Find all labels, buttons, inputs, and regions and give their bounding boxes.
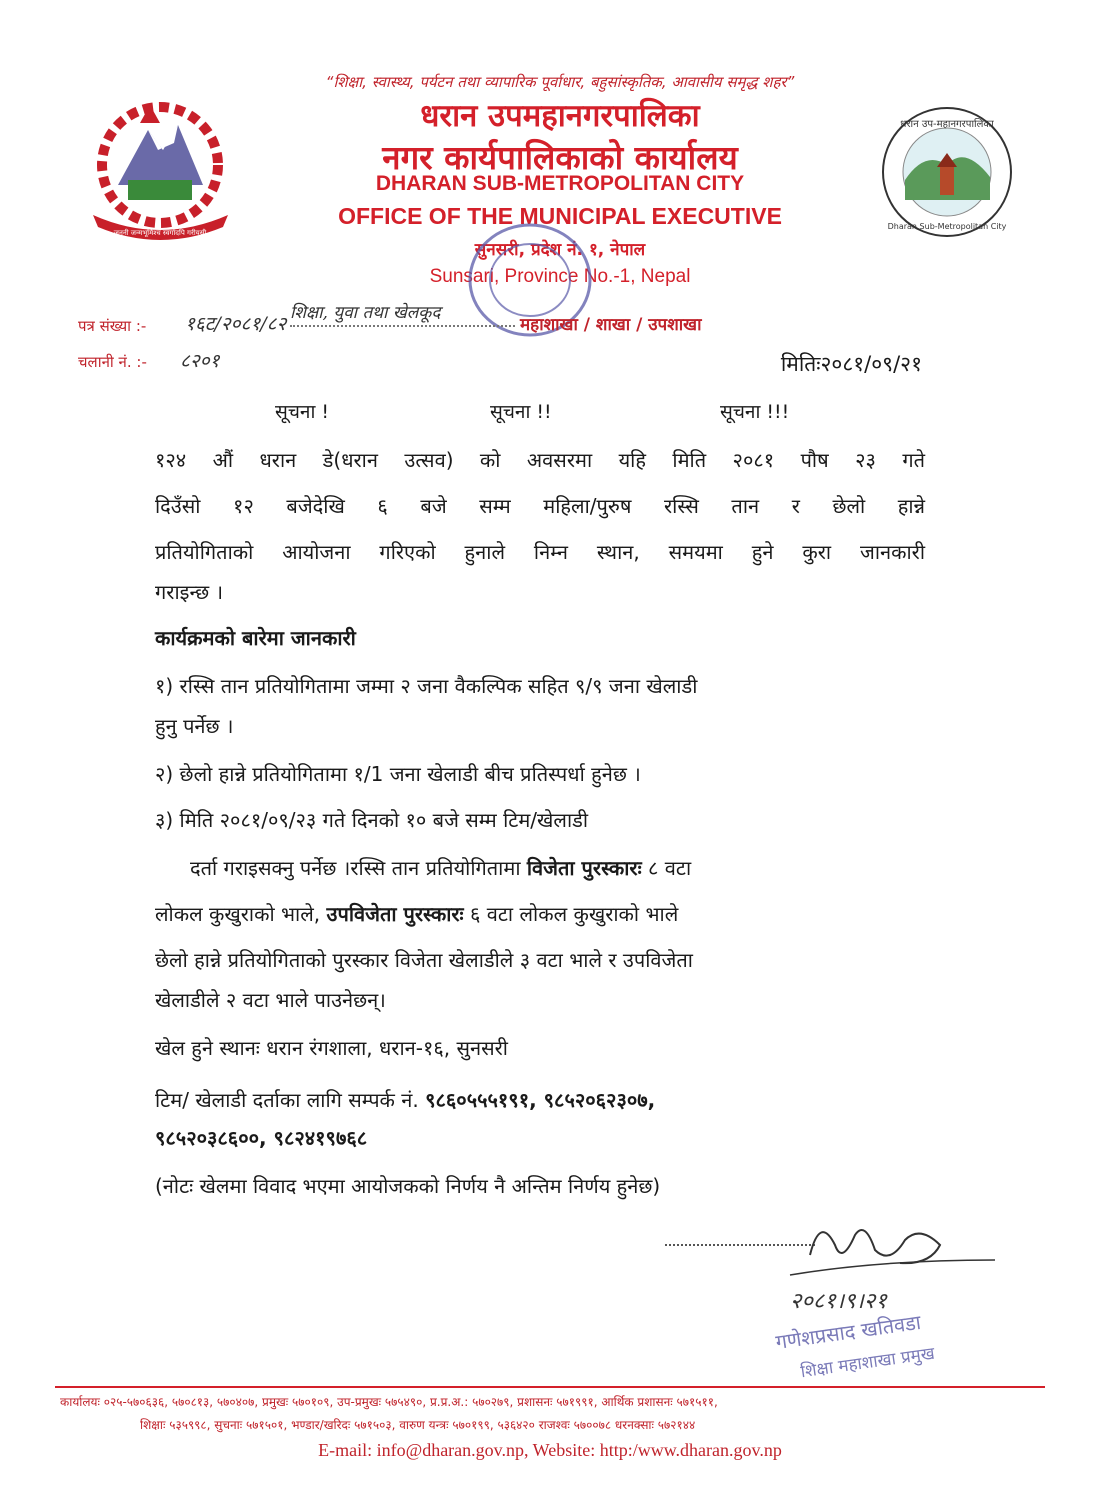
contact-label: टिम/ खेलाडी दर्ताका लागि सम्पर्क नं.	[155, 1088, 419, 1112]
org-name-nepali: धरान उपमहानगरपालिका	[420, 98, 700, 134]
dispatch-number-value: ८२०१	[180, 350, 220, 372]
item-3-line-2	[190, 854, 691, 881]
dharan-logo	[880, 105, 1015, 240]
item-3-line-2-b: ८ वटा	[648, 856, 692, 880]
branch-dotted-line	[290, 325, 515, 327]
item-3-line-4: छेलो हान्ने प्रतियोगिताको पुरस्कार विजेता खेलाडीले ३ वटा भाले र उपविजेता	[155, 948, 693, 972]
item-3-line-1: ३) मिति २०८१/०९/२३ गते दिनको १० बजे सम्म टिम/खेलाडी	[155, 808, 589, 832]
address-nepali: सुनसरी, प्रदेश नं. १, नेपाल	[474, 240, 646, 260]
item-1-line-2: हुनु पर्नेछ ।	[155, 714, 234, 738]
motto: “शिक्षा, स्वास्थ्य, पर्यटन तथा व्यापारिक पूर्वाधार, बहुसांस्कृतिक, आवासीय समृद्ध शहर”	[325, 73, 795, 91]
letter-number-label: पत्र संख्या :-	[78, 317, 147, 335]
signature	[780, 1205, 1000, 1285]
item-3-line-5: खेलाडीले २ वटा भाले पाउनेछन्।	[155, 988, 386, 1012]
item-2: २) छेलो हान्ने प्रतियोगितामा १/1 जना खेलाडी बीच प्रतिस्पर्धा हुनेछ ।	[155, 762, 641, 786]
paragraph-line: १२४ औं धरान डे(धरान उत्सव) को अवसरमा यहि मिति २०८१ पौष २३ गते	[155, 448, 925, 472]
footer-rule	[55, 1386, 1045, 1388]
address-english: Sunsari, Province No.-1, Nepal	[429, 266, 691, 287]
paragraph-line: गराइन्छ ।	[155, 580, 224, 604]
item-3-line-2-a: दर्ता गराइसक्नु पर्नेछ ।रस्सि तान प्रतियोगितामा	[190, 856, 521, 880]
contact-line	[155, 1086, 655, 1113]
office-name-nepali: नगर कार्यपालिकाको कार्यालय	[382, 138, 738, 177]
dispatch-number-label: चलानी नं. :-	[78, 353, 147, 371]
org-name-english: DHARAN SUB-METROPOLITAN CITY	[375, 172, 745, 195]
signatory-name: गणेशप्रसाद खतिवडा	[774, 1309, 923, 1355]
section-title: कार्यक्रमको बारेमा जानकारी	[155, 626, 356, 650]
notice-3: सूचना !!!	[720, 401, 790, 423]
letter-number-value: १६ट/२०८१/८२	[185, 313, 287, 335]
winner-prize-label: विजेता पुरस्कारः	[526, 856, 642, 880]
footer-phones-line-1: कार्यालयः ०२५-५७०६३६, ५७०८१३, ५७०४०७, प्रमुखः ५७०१०९, उप-प्रमुखः ५७५४९०, प्र.प्र.अ.: ५७०२७९, प्रशासनः ५७१९९१, आर्थिक प्रशासनः ५७१५११,	[60, 1395, 718, 1409]
item-1-line-1: १) रस्सि तान प्रतियोगितामा जम्मा २ जना वैकल्पिक सहित ९/९ जना खेलाडी	[155, 674, 698, 698]
paragraph-line: दिउँसो १२ बजेदेखि ६ बजे सम्म महिला/पुरुष रस्सि तान र छेलो हान्ने	[155, 494, 925, 518]
venue: खेल हुने स्थानः धरान रंगशाला, धरान-१६, सुनसरी	[155, 1036, 508, 1060]
notice-2: सूचना !!	[490, 401, 552, 423]
signatory-designation: शिक्षा महाशाखा प्रमुख	[799, 1343, 936, 1383]
logo-text-np: धरान उप-महानगरपालिका	[900, 119, 994, 130]
footer-phones-line-2: शिक्षाः ५३५९९८, सुचनाः ५७१५०१, भण्डार/खरिदः ५७१५०३, वारुण यन्त्रः ५७०१९९, ५३६४२० राजश्वः ५७००७८ धरनक्साः ५७२१४४	[140, 1418, 696, 1432]
paragraph-line: प्रतियोगिताको आयोजना गरिएको हुनाले निम्न स्थान, समयमा हुने कुरा जानकारी	[155, 540, 925, 564]
contact-numbers-1: ९८६०५५५१९१, ९८५२०६२३०७,	[425, 1088, 656, 1112]
branch-handwritten: शिक्षा, युवा तथा खेलकूद	[290, 303, 441, 323]
contact-numbers-2: ९८५२०३८६००, ९८२४१९७६८	[155, 1126, 368, 1150]
signature-date: २०८१।९।२१	[790, 1289, 887, 1314]
item-3-line-3-a: लोकल कुखुराको भाले,	[155, 902, 321, 926]
notice-1: सूचना !	[275, 401, 330, 423]
footer-email-website: E-mail: info@dharan.gov.np, Website: http:/www.dharan.gov.np	[318, 1440, 782, 1460]
branch-printed: महाशाखा / शाखा / उपशाखा	[520, 315, 702, 335]
item-3-line-3-b: ६ वटा लोकल कुखुराको भाले	[469, 902, 679, 926]
item-3-line-3	[155, 900, 678, 927]
office-name-english: OFFICE OF THE MUNICIPAL EXECUTIVE	[338, 203, 782, 229]
note: (नोटः खेलमा विवाद भएमा आयोजकको निर्णय नै अन्तिम निर्णय हुनेछ)	[155, 1174, 661, 1198]
logo-text-en: Dharan Sub-Metropolitan City	[887, 222, 1007, 231]
runner-up-prize-label: उपविजेता पुरस्कारः	[326, 902, 464, 926]
letter-date: मितिः२०८१/०९/२१	[780, 352, 922, 376]
emblem-motto: जननी जन्मभूमिश्च स्वर्गादपि गरीयसी	[113, 229, 207, 237]
nepal-emblem	[78, 95, 243, 245]
